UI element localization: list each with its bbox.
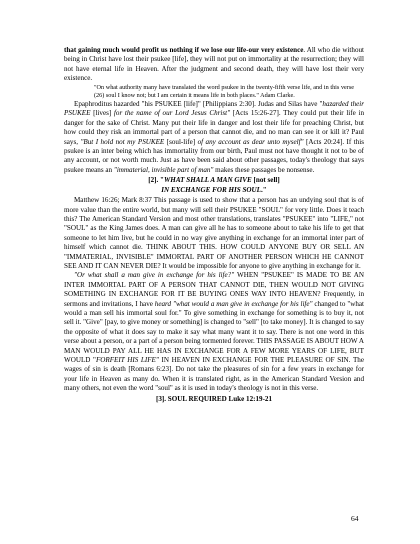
- paragraph-3: Matthew 16:26; Mark 8:37 This passage is used to show that a person has an undying soul that is of more value than the entire world, but many will sell their PSUKEE "SOUL" for very little. Does it teach this? The American Standard Version and most other translations, translates "PSUKEE" into "LIFE," not "SOUL" as the King James does. A man can give all he has to someone about to take his life to get that someone to let him live, but he could in no way give anything in exchange for an immortal inter part of himself which cannot die. THINK ABOUT THIS. HOW COULD ANYONE BUY OR SELL AN "IMMATERIAL, INVISIBLE" IMMORTAL PART OF ANOTHER PERSON WHICH HE CANNOT SEE AND IT CAN NEVER DIE? It would be impossible for anyone to give anything in exchange for it.: [64, 196, 364, 270]
- page-body: [64, 46, 364, 405]
- page-number: 64: [351, 514, 359, 523]
- section-heading-2: [2]. "WHAT SHALL A MAN GIVE [not sell] IN EXCHANGE FOR HIS SOUL.": [148, 176, 280, 194]
- paragraph-1: that gaining much would profit us nothing if we lose our life-our very existence. All who die without being in Christ have lost their psukee [life], they will not put on immortality at the resurrection; they will not have eternal life in Heaven. After the judgment and second death, they will have lost their very existence.: [64, 46, 365, 83]
- paragraph-4: "Or what shall a man give in exchange for his life?" WHEN "PSUKEE" IS MADE TO BE AN INTER IMMORTAL PART OF A PERSON THAT CANNOT DIE, THEN WOULD NOT GIVING SOMETHING IN EXCHANGE FOR IT BE BUYING ONES WAY INTO HEAVEN? Frequently, in sermons and invitations, I have heard "what would a man give in exchange for his life" changed to "what would a man sell his immortal soul for." To give something in exchange for something is to buy it, not sell it. "Give" [pay, to give money or something] is changed to "sell" [to take money]. It is changed to say the opposite of what it does say to make it say what many want it to say. There is not one word in this verse about a person, or a part of a person being tormented forever. THIS PASSAGE IS ABOUT HOW A MAN WOULD PAY ALL HE HAS IN EXCHANGE FOR A FEW MORE YEARS OF LIFE, BUT WOULD "FORFEIT HIS LIFE" IN HEAVEN IN EXCHANGE FOR THE PLEASURE OF SIN. The wages of sin is death [Romans 6:23]. Do not take the pleasures of sin for a few years in exchange for your life in Heaven as many do. When it is translated right, as in the American Standard Version and many others, not even the word "soul" as it is used in today's theology is not in this verse.: [64, 271, 365, 393]
- bold-lead: that gaining much would profit us nothing if we lose our life-our very existence: [64, 46, 304, 54]
- quotation-adam-clarke: "On what authority many have translated the word psukee in the twenty-fifth verse life, and in this verse (26) soul I know not; but I am certain it means life in both places." Adam Clarke.: [94, 83, 354, 99]
- section-heading-3: [3]. SOUL REQUIRED Luke 12:19-21: [155, 394, 273, 403]
- paragraph-2: Epaphroditus hazarded "his PSUKEE [life]" [Philippians 2:30]. Judas and Silas have "hazarded their PSUKEE [lives] for the name of our Lord Jesus Christ" [Acts 15:26-27]. They could put their life in danger for the sake of Christ. Many put their life in danger and lost their life for preaching Christ, but how could they risk an immortal part of a person that cannot die, and no man can see it or kill it? Paul says, "But I hold not my PSUKEE [soul-life] of any account as dear unto myself" [Acts 20:24]. If this psukee is an inter being which has immortality from our birth, Paul must not have thought it not to be of any account, or not worth much. Just as have been said about other passages, today's theology that says psukee means an "immaterial, invisible part of man" makes these passages be nonsense.: [64, 100, 365, 174]
